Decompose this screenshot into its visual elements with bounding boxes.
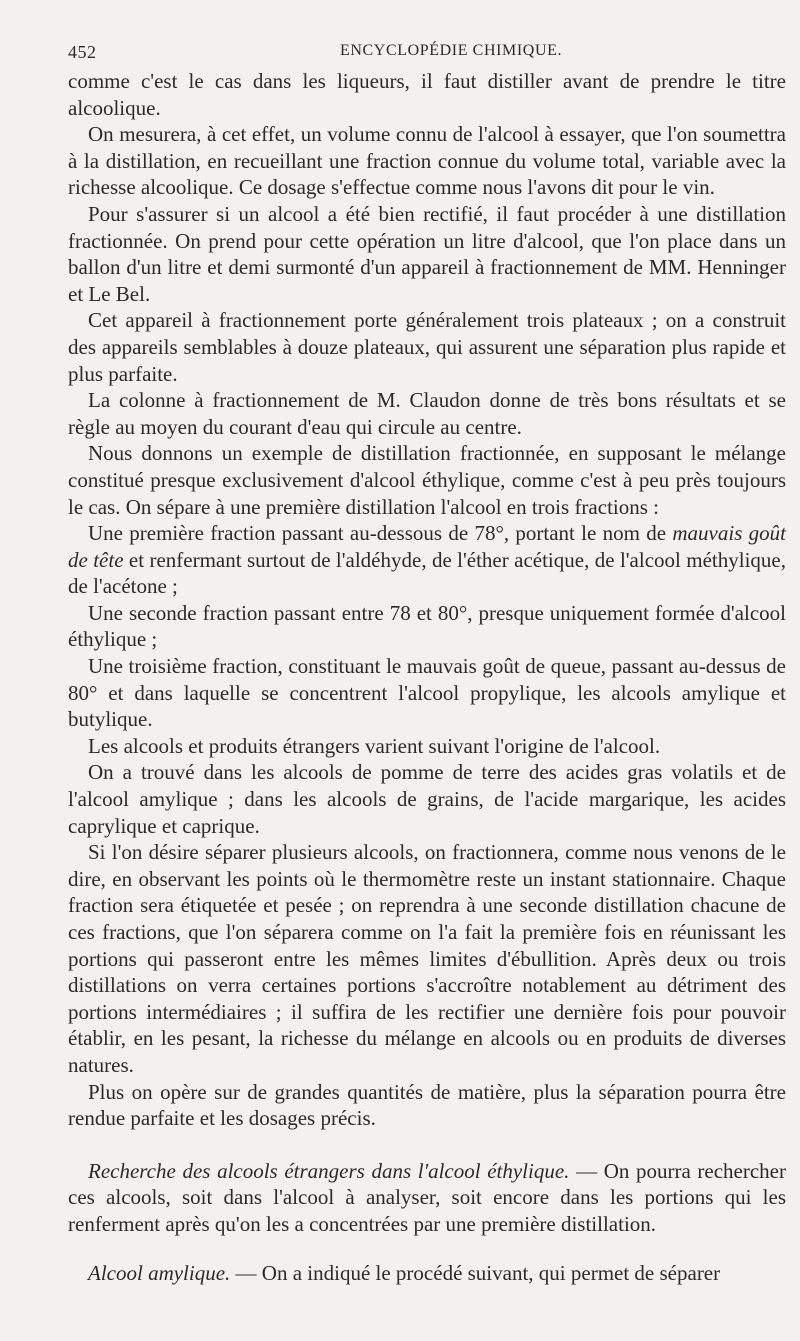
- text-run: Une première fraction passant au-dessous de 78°, portant le nom de: [88, 521, 673, 546]
- paragraph-first-fraction: [68, 520, 786, 600]
- paragraph: La colonne à fractionnement de M. Claudon donne de très bons résultats et se règle au moyen du courant d'eau qui circule au centre.: [68, 388, 786, 439]
- page-header: [68, 40, 786, 68]
- running-title: ENCYCLOPÉDIE CHIMIQUE.: [340, 42, 563, 59]
- text-run: — On pourra rechercher ces alcools, soit dans l'alcool à analyser, soit encore dans les portions qui les renferment après qu'on les a concentrées par une première distillation.: [68, 1158, 786, 1236]
- paragraph: On a trouvé dans les alcools de pomme de terre des acides gras volatils et de l'alcool amylique ; dans les alcools de grains, de l'acide margarique, les acides caprylique et caprique.: [68, 760, 786, 838]
- page-number: 452: [68, 42, 97, 62]
- body-text: [68, 68, 786, 1286]
- paragraph: Pour s'assurer si un alcool a été bien rectifié, il faut procéder à une distillation fractionnée. On prend pour cette opération un litre d'alcool, que l'on place dans un ballon d'un litre et demi surmonté d'un appareil à fractionnement de MM. Henninger et Le Bel.: [68, 201, 786, 306]
- italic-term: mauvais goût de tête: [68, 521, 786, 572]
- paragraph: Une seconde fraction passant entre 78 et 80°, presque uniquement formée d'alcool éthylique ;: [68, 600, 786, 652]
- paragraph: Une troisième fraction, constituant le mauvais goût de queue, passant au-dessus de 80° et dans laquelle se concentrent l'alcool propylique, les alcools amylique et butylique.: [68, 654, 786, 732]
- paragraph: Cet appareil à fractionnement porte généralement trois plateaux ; on a construit des appareils semblables à douze plateaux, qui assurent une séparation plus rapide et plus parfaite.: [68, 308, 786, 386]
- section-recherche: [68, 1158, 786, 1238]
- text-run: et renfermant surtout de l'aldéhyde, de l'éther acétique, de l'alcool méthylique, de l'acétone ;: [68, 547, 786, 599]
- paragraph: Les alcools et produits étrangers varient suivant l'origine de l'alcool.: [88, 733, 661, 758]
- section-heading: Alcool amylique.: [88, 1260, 231, 1285]
- section-alcool-amylique: [68, 1260, 786, 1287]
- text-run: — On a indiqué le procédé suivant, qui permet de séparer: [230, 1260, 721, 1285]
- paragraph: Si l'on désire séparer plusieurs alcools, on fractionnera, comme nous venons de le dire, en observant les points où le thermomètre reste un instant stationnaire. Chaque fraction sera étiquetée et pesée ; on reprendra à une seconde distillation chacune de ces fractions, que l'on séparera comme on l'a fait la première fois en réunissant les portions qui passeront entre les mêmes limites d'ébullition. Après deux ou trois distillations on verra certaines portions s'accroître notablement au détriment des portions intermédiaires ; il suffira de les rectifier une dernière fois pour pouvoir établir, en les pesant, la richesse du mélange en alcools ou en produits de diverses natures.: [68, 840, 786, 1077]
- paragraph: Plus on opère sur de grandes quantités de matière, plus la séparation pourra être rendue parfaite et les dosages précis.: [68, 1079, 786, 1131]
- paragraph: comme c'est le cas dans les liqueurs, il faut distiller avant de prendre le titre alcoolique.: [68, 69, 786, 120]
- paragraph: On mesurera, à cet effet, un volume connu de l'alcool à essayer, que l'on soumettra à la distillation, en recueillant une fraction connue du volume total, variable avec la richesse alcoolique. Ce dosage s'effectue comme nous l'avons dit pour le vin.: [68, 122, 786, 200]
- section-heading: Recherche des alcools étrangers dans l'alcool éthylique.: [88, 1158, 570, 1183]
- paragraph: Nous donnons un exemple de distillation fractionnée, en supposant le mélange constitué presque exclusivement d'alcool éthylique, comme c'est à peu près toujours le cas. On sépare à une première distillation l'alcool en trois fractions :: [68, 441, 786, 519]
